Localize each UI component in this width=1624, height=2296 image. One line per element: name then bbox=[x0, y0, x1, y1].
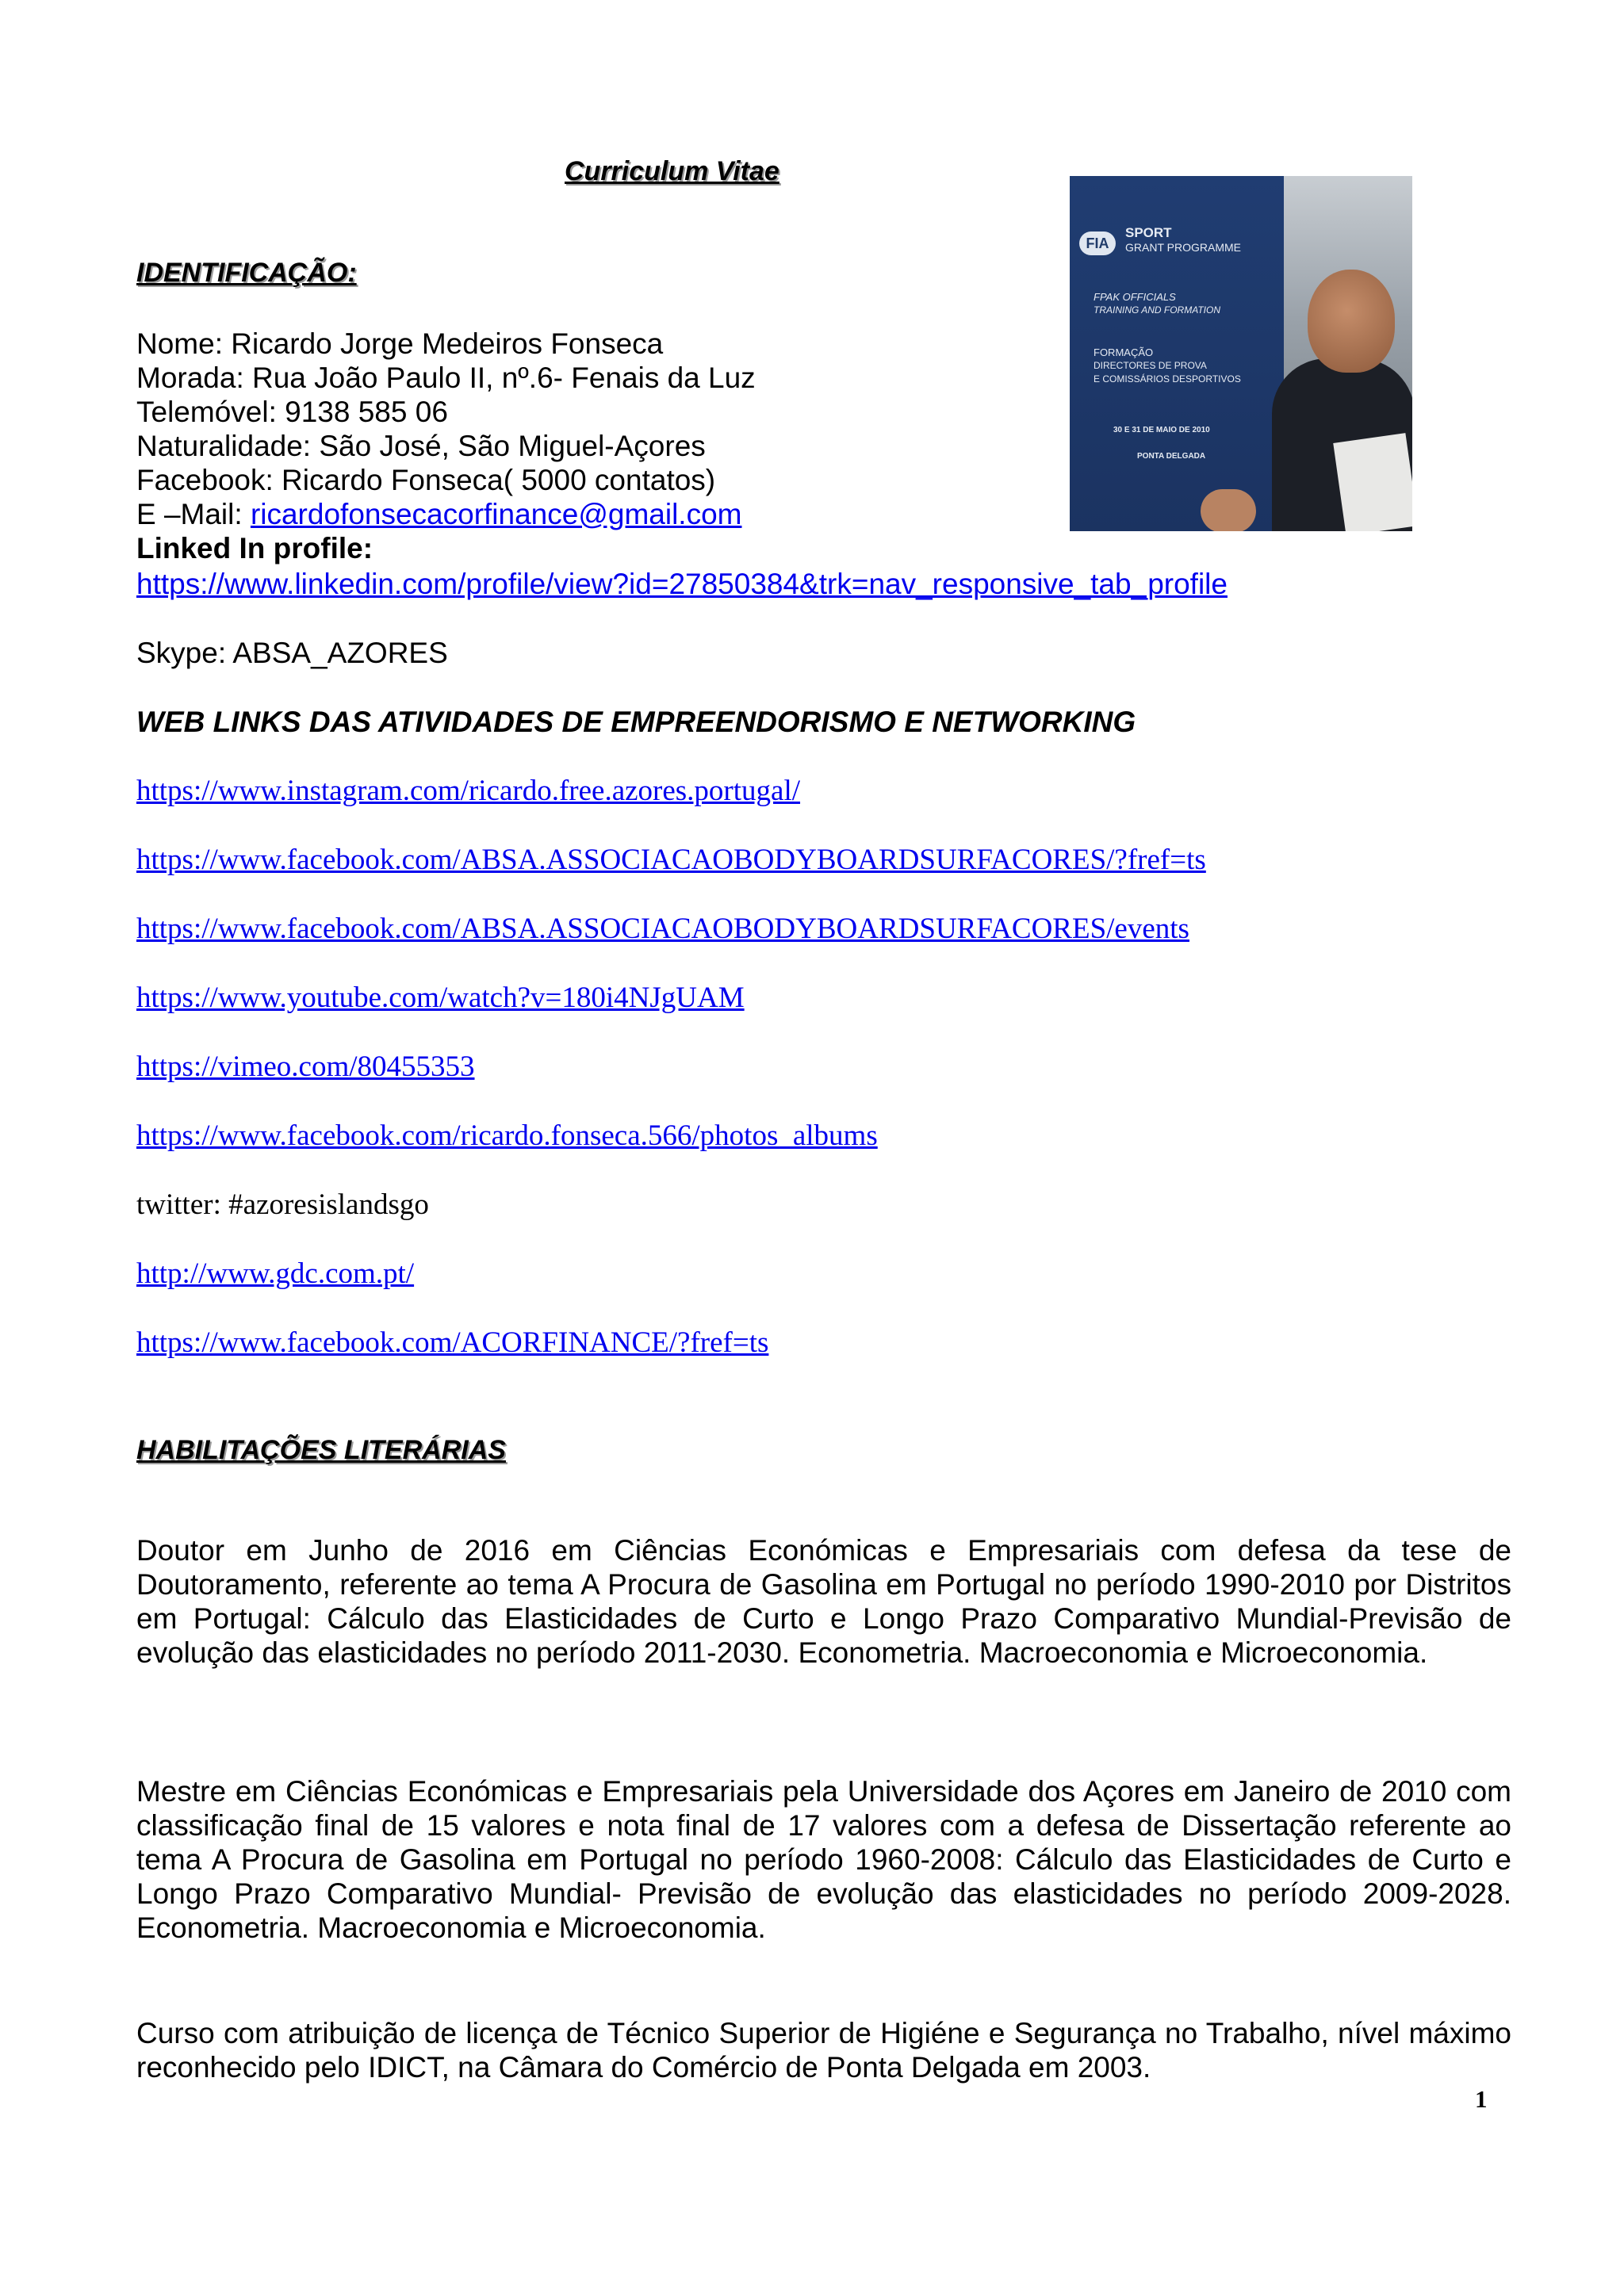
telemovel-line: Telemóvel: 9138 585 06 bbox=[136, 396, 448, 428]
web-link-item bbox=[136, 774, 800, 808]
held-paper bbox=[1333, 433, 1412, 531]
linkedin-line bbox=[136, 567, 1228, 601]
web-link-item bbox=[136, 1326, 768, 1360]
naturalidade-line: Naturalidade: São José, São Miguel-Açores bbox=[136, 430, 706, 462]
acorfinance-link[interactable]: https://www.facebook.com/ACORFINANCE/?fref=ts bbox=[136, 1326, 769, 1359]
document-title: Curriculum Vitae bbox=[565, 156, 779, 186]
web-link-item bbox=[136, 981, 745, 1015]
profile-photo bbox=[1070, 176, 1412, 531]
email-label: E –Mail: bbox=[136, 498, 251, 530]
youtube-link[interactable]: https://www.youtube.com/watch?v=180i4NJgUAM bbox=[136, 982, 745, 1014]
vimeo-link[interactable]: https://vimeo.com/80455353 bbox=[136, 1050, 475, 1083]
banner-date: 30 E 31 DE MAIO DE 2010 bbox=[1113, 426, 1210, 434]
web-link-item bbox=[136, 1119, 878, 1153]
facebook-line: Facebook: Ricardo Fonseca( 5000 contatos) bbox=[136, 464, 716, 496]
web-link-item bbox=[136, 843, 1206, 877]
linkedin-link[interactable]: https://www.linkedin.com/profile/view?id=27850384&trk=nav_responsive_tab_profile bbox=[136, 568, 1228, 600]
nome-line: Nome: Ricardo Jorge Medeiros Fonseca bbox=[136, 327, 664, 360]
web-link-item bbox=[136, 1050, 475, 1084]
identificacao-heading: IDENTIFICAÇÃO: bbox=[136, 258, 357, 288]
web-link-item bbox=[136, 1257, 414, 1291]
person-head bbox=[1308, 270, 1395, 373]
web-links-heading: WEB LINKS DAS ATIVIDADES DE EMPREENDORISMO E NETWORKING bbox=[136, 706, 1136, 738]
banner-place: PONTA DELGADA bbox=[1137, 452, 1206, 461]
email-link[interactable]: ricardofonsecacorfinance@gmail.com bbox=[250, 498, 742, 530]
page-number: 1 bbox=[1475, 2085, 1488, 2113]
fia-logo: FIA bbox=[1079, 232, 1116, 255]
habilitacoes-heading: HABILITAÇÕES LITERÁRIAS bbox=[136, 1435, 506, 1465]
banner-sport: SPORT bbox=[1125, 225, 1172, 240]
web-link-item bbox=[136, 912, 1189, 946]
doutor-paragraph: Doutor em Junho de 2016 em Ciências Económicas e Empresariais com defesa da tese de Doutoramento, referente ao tema A Procura de Gasolina em Portugal no período 1990-2010 por Distritos em Portugal: Cálculo das Elasticidades de Curto e Longo Prazo Comparativo Mundial-Previsão de evolução das elasticidades no período 2011-2030. Econometria. Macroeconomia e Microeconomia. bbox=[136, 1534, 1511, 1669]
banner-line1: FPAK OFFICIALS bbox=[1094, 291, 1176, 303]
gdc-link[interactable]: http://www.gdc.com.pt/ bbox=[136, 1257, 415, 1290]
instagram-link[interactable]: https://www.instagram.com/ricardo.free.azores.portugal/ bbox=[136, 775, 801, 807]
banner-line4: DIRECTORES DE PROVA bbox=[1094, 360, 1207, 371]
email-line bbox=[136, 497, 742, 531]
facebook-absa-link[interactable]: https://www.facebook.com/ABSA.ASSOCIACAOBODYBOARDSURFACORES/?fref=ts bbox=[136, 844, 1206, 876]
morada-line: Morada: Rua João Paulo II, nº.6- Fenais da Luz bbox=[136, 362, 756, 394]
banner-line2: TRAINING AND FORMATION bbox=[1094, 304, 1220, 316]
skype-line: Skype: ABSA_AZORES bbox=[136, 637, 448, 669]
facebook-photos-link[interactable]: https://www.facebook.com/ricardo.fonseca.566/photos_albums bbox=[136, 1119, 878, 1152]
person-hand bbox=[1201, 489, 1256, 531]
linkedin-label: Linked In profile: bbox=[136, 532, 373, 564]
facebook-absa-events-link[interactable]: https://www.facebook.com/ABSA.ASSOCIACAOBODYBOARDSURFACORES/events bbox=[136, 913, 1189, 945]
banner-line5: E COMISSÁRIOS DESPORTIVOS bbox=[1094, 373, 1241, 385]
banner-programme: GRANT PROGRAMME bbox=[1125, 241, 1241, 254]
mestre-paragraph: Mestre em Ciências Económicas e Empresariais pela Universidade dos Açores em Janeiro de 2010 com classificação final de 15 valores e nota final de 17 valores com a defesa de Dissertação referente ao tema A Procura de Gasolina em Portugal no período 1960-2008: Cálculo das Elasticidades de Curto e Longo Prazo Comparativo Mundial- Previsão de evolução das elasticidades no período 2009-2028. Econometria. Macroeconomia e Microeconomia. bbox=[136, 1775, 1511, 1944]
curso-paragraph: Curso com atribuição de licença de Técnico Superior de Higiéne e Segurança no Trabalho, nível máximo reconhecido pelo IDICT, na Câmara do Comércio de Ponta Delgada em 2003. bbox=[136, 2017, 1511, 2084]
banner-line3: FORMAÇÃO bbox=[1094, 346, 1154, 358]
twitter-text: twitter: #azoresislandsgo bbox=[136, 1188, 429, 1221]
